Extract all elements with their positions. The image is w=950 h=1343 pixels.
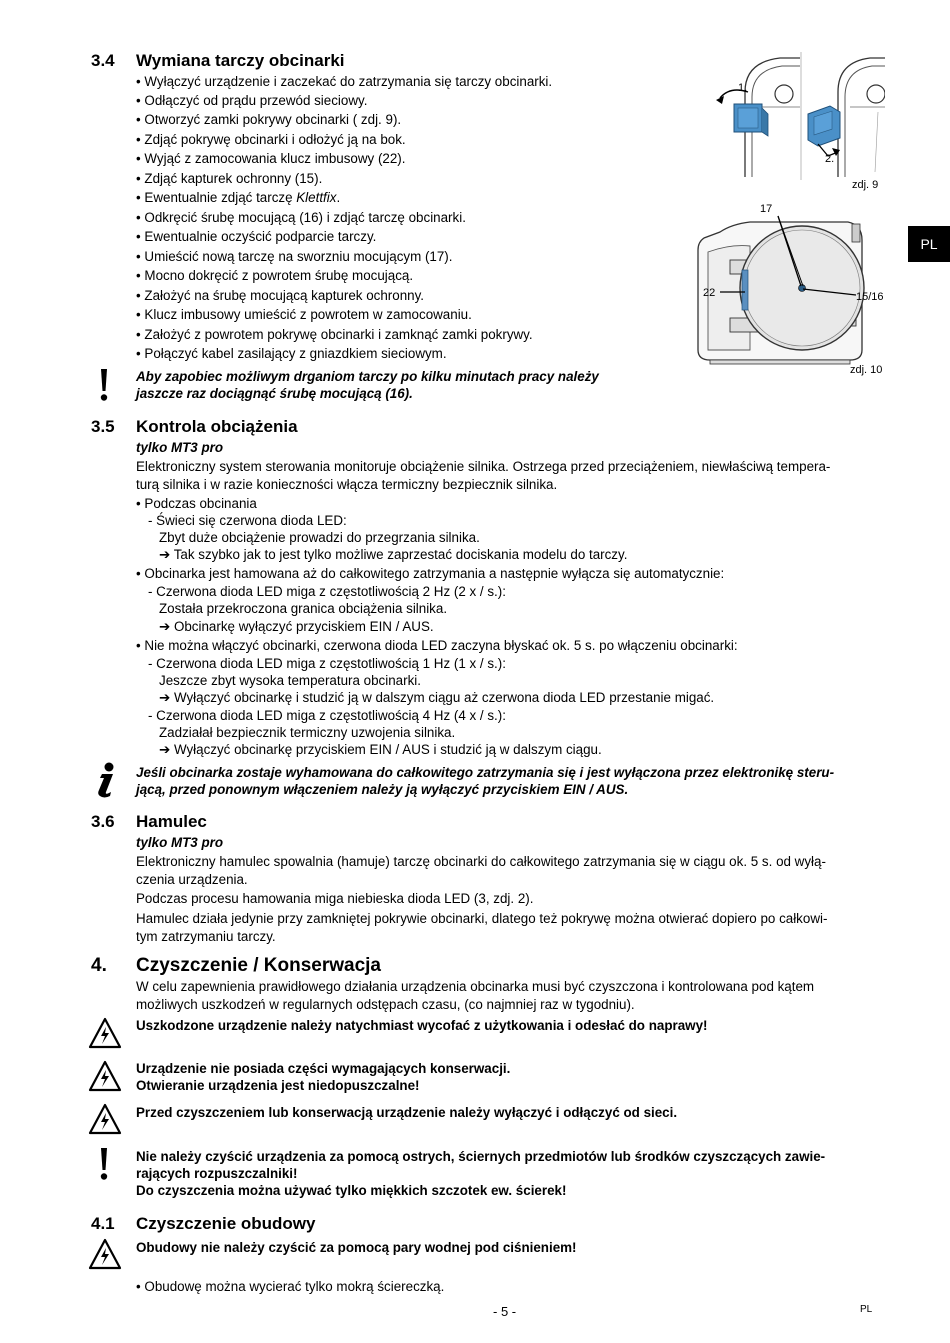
section-title-4-1: Czyszczenie obudowy <box>136 1214 316 1233</box>
section-title-3-6: Hamulec <box>136 812 207 831</box>
list-item: • Otworzyć zamki pokrywy obcinarki ( zdj. 9). <box>136 112 402 127</box>
section-subtitle: tylko MT3 pro <box>136 440 224 455</box>
info-icon <box>92 762 120 798</box>
list-item: • Odkręcić śrubę mocującą (16) i zdjąć tarczę obcinarki. <box>136 210 466 225</box>
list-item: • Połączyć kabel zasilający z gniazdkiem sieciowym. <box>136 346 447 361</box>
action-line: ➔ Wyłączyć obcinarkę i studzić ją w dalszym ciągu aż czerwona dioda LED przestanie migać. <box>159 690 715 705</box>
warning-text: Nie należy czyścić urządzenia za pomocą ostrych, ściernych przedmiotów lub środków czyszczących zawie- <box>136 1149 826 1164</box>
list-detail: Zadziałał bezpiecznik termiczny uzwojenia silnika. <box>159 725 456 740</box>
list-item: • Mocno dokręcić z powrotem śrubę mocującą. <box>136 268 414 283</box>
section-number-4: 4. <box>91 955 107 976</box>
list-item: • Nie można włączyć obcinarki, czerwona dioda LED zaczyna błyskać ok. 5 s. po włączeniu obcinarki: <box>136 638 738 653</box>
list-item: • Odłączyć od prądu przewód sieciowy. <box>136 93 368 108</box>
action-line: ➔ Tak szybko jak to jest tylko możliwe zaprzestać dociskania modelu do tarczy. <box>159 547 628 562</box>
paragraph-line: czenia urządzenia. <box>136 872 248 887</box>
list-item: • Ewentualnie oczyścić podparcie tarczy. <box>136 229 377 244</box>
list-item: • Obudowę można wycierać tylko mokrą ściereczką. <box>136 1279 445 1294</box>
figure-9-caption: zdj. 9 <box>852 179 879 191</box>
paragraph-line: Elektroniczny hamulec spowalnia (hamuje) tarczę obcinarki do całkowitego zatrzymania się w ciągu ok. 5 s. od wyłą- <box>136 854 826 869</box>
list-item: • Zdjąć pokrywę obcinarki i odłożyć ją na bok. <box>136 132 406 147</box>
paragraph-line: turą silnika i w razie konieczności włącza termiczny bezpiecznik silnika. <box>136 477 558 492</box>
figure-10-label-15-16: 15/16 <box>856 291 884 303</box>
list-subitem: - Czerwona dioda LED miga z częstotliwością 4 Hz (4 x / s.): <box>148 708 506 723</box>
list-item: • Klucz imbusowy umieścić z powrotem w zamocowaniu. <box>136 307 472 322</box>
figure-9-illustration <box>700 52 885 182</box>
list-item: • Założyć na śrubę mocującą kapturek ochronny. <box>136 288 425 303</box>
list-item-text: • Ewentualnie zdjąć tarczę <box>136 190 297 205</box>
electric-warning-icon <box>88 1060 122 1092</box>
list-subitem: - Czerwona dioda LED miga z częstotliwością 2 Hz (2 x / s.): <box>148 584 506 599</box>
warning-text: Przed czyszczeniem lub konserwacją urządzenie należy wyłączyć i odłączyć od sieci. <box>136 1105 678 1120</box>
list-detail: Została przekroczona granica obciążenia silnika. <box>159 601 448 616</box>
warning-text: rających rozpuszczalniki! <box>136 1166 298 1181</box>
exclamation-icon <box>96 368 112 402</box>
action-line: ➔ Obcinarkę wyłączyć przyciskiem EIN / AUS. <box>159 619 434 634</box>
info-note-line: jącą, przed ponownym włączeniem należy ją wyłączyć przyciskiem EIN / AUS. <box>136 782 629 797</box>
section-subtitle: tylko MT3 pro <box>136 835 224 850</box>
figure-10-label-17: 17 <box>760 203 773 215</box>
list-item-end: . <box>336 190 341 205</box>
warning-text: Uszkodzone urządzenie należy natychmiast wycofać z użytkowania i odesłać do naprawy! <box>136 1018 708 1033</box>
exclamation-icon <box>96 1147 112 1181</box>
electric-warning-icon <box>88 1017 122 1049</box>
figure-10-illustration <box>690 210 890 370</box>
list-item <box>136 188 340 208</box>
section-title-3-5: Kontrola obciążenia <box>136 417 298 436</box>
warning-text: Do czyszczenia można używać tylko miękkich szczotek ew. ścierek! <box>136 1183 567 1198</box>
list-item: • Obcinarka jest hamowana aż do całkowitego zatrzymania a następnie wyłącza się automatycznie: <box>136 566 725 581</box>
paragraph-line: Hamulec działa jedynie przy zamkniętej pokrywie obcinarki, dlatego też pokrywę można otwierać dopiero po całkowi- <box>136 911 828 926</box>
list-subitem: - Czerwona dioda LED miga z częstotliwością 1 Hz (1 x / s.): <box>148 656 506 671</box>
footer-language: PL <box>860 1304 873 1315</box>
figure-9-step-2: 2. <box>825 153 835 165</box>
section-title-3-4: Wymiana tarczy obcinarki <box>136 51 345 70</box>
note-line: jaszcze raz dociągnąć śrubę mocującą (16). <box>136 386 413 401</box>
section-number-4-1: 4.1 <box>91 1214 115 1233</box>
electric-warning-icon <box>88 1238 122 1270</box>
warning-text: Obudowy nie należy czyścić za pomocą pary wodnej pod ciśnieniem! <box>136 1240 577 1255</box>
list-item: • Wyłączyć urządzenie i zaczekać do zatrzymania się tarczy obcinarki. <box>136 74 553 89</box>
list-subitem: - Świeci się czerwona dioda LED: <box>148 513 347 528</box>
warning-text: Urządzenie nie posiada części wymagających konserwacji. <box>136 1061 511 1076</box>
section-title-4: Czyszczenie / Konserwacja <box>136 955 381 976</box>
paragraph-line: W celu zapewnienia prawidłowego działania urządzenia obcinarka musi być czyszczona i kontrolowana pod kątem <box>136 979 815 994</box>
list-item: • Zdjąć kapturek ochronny (15). <box>136 171 323 186</box>
list-item: • Założyć z powrotem pokrywę obcinarki i zamknąć zamki pokrywy. <box>136 327 533 342</box>
section-number-3-4: 3.4 <box>91 51 115 70</box>
page-number: - 5 - <box>493 1304 517 1319</box>
list-detail: Jeszcze zbyt wysoka temperatura obcinarki. <box>159 673 421 688</box>
note-line: Aby zapobiec możliwym drganiom tarczy po kilku minutach pracy należy <box>136 369 599 384</box>
paragraph-line: tym zatrzymaniu tarczy. <box>136 929 276 944</box>
figure-10-label-22: 22 <box>703 287 716 299</box>
action-line: ➔ Wyłączyć obcinarkę przyciskiem EIN / AUS i studzić ją w dalszym ciągu. <box>159 742 602 757</box>
figure-9-step-1: 1. <box>738 82 748 94</box>
figure-10-caption: zdj. 10 <box>850 364 883 376</box>
list-item: • Umieścić nową tarczę na sworzniu mocującym (17). <box>136 249 453 264</box>
section-number-3-5: 3.5 <box>91 417 115 436</box>
language-tab: PL <box>908 226 950 262</box>
list-item: • Podczas obcinania <box>136 496 257 511</box>
paragraph-line: możliwych uszkodzeń w regularnych odstępach czasu, (co najmniej raz w tygodniu). <box>136 997 635 1012</box>
paragraph-line: Podczas procesu hamowania miga niebieska dioda LED (3, zdj. 2). <box>136 891 534 906</box>
list-detail: Zbyt duże obciążenie prowadzi do przegrzania silnika. <box>159 530 480 545</box>
section-number-3-6: 3.6 <box>91 812 115 831</box>
paragraph-line: Elektroniczny system sterowania monitoruje obciążenie silnika. Ostrzega przed przeciążeniem, niewłaściwą tempera- <box>136 459 831 474</box>
electric-warning-icon <box>88 1103 122 1135</box>
klettfix-term: Klettfix <box>296 190 337 205</box>
list-item: • Wyjąć z zamocowania klucz imbusowy (22). <box>136 151 406 166</box>
info-note-line: Jeśli obcinarka zostaje wyhamowana do całkowitego zatrzymania się i jest wyłączona przez elektronikę steru- <box>136 765 835 780</box>
warning-text: Otwieranie urządzenia jest niedopuszczalne! <box>136 1078 420 1093</box>
